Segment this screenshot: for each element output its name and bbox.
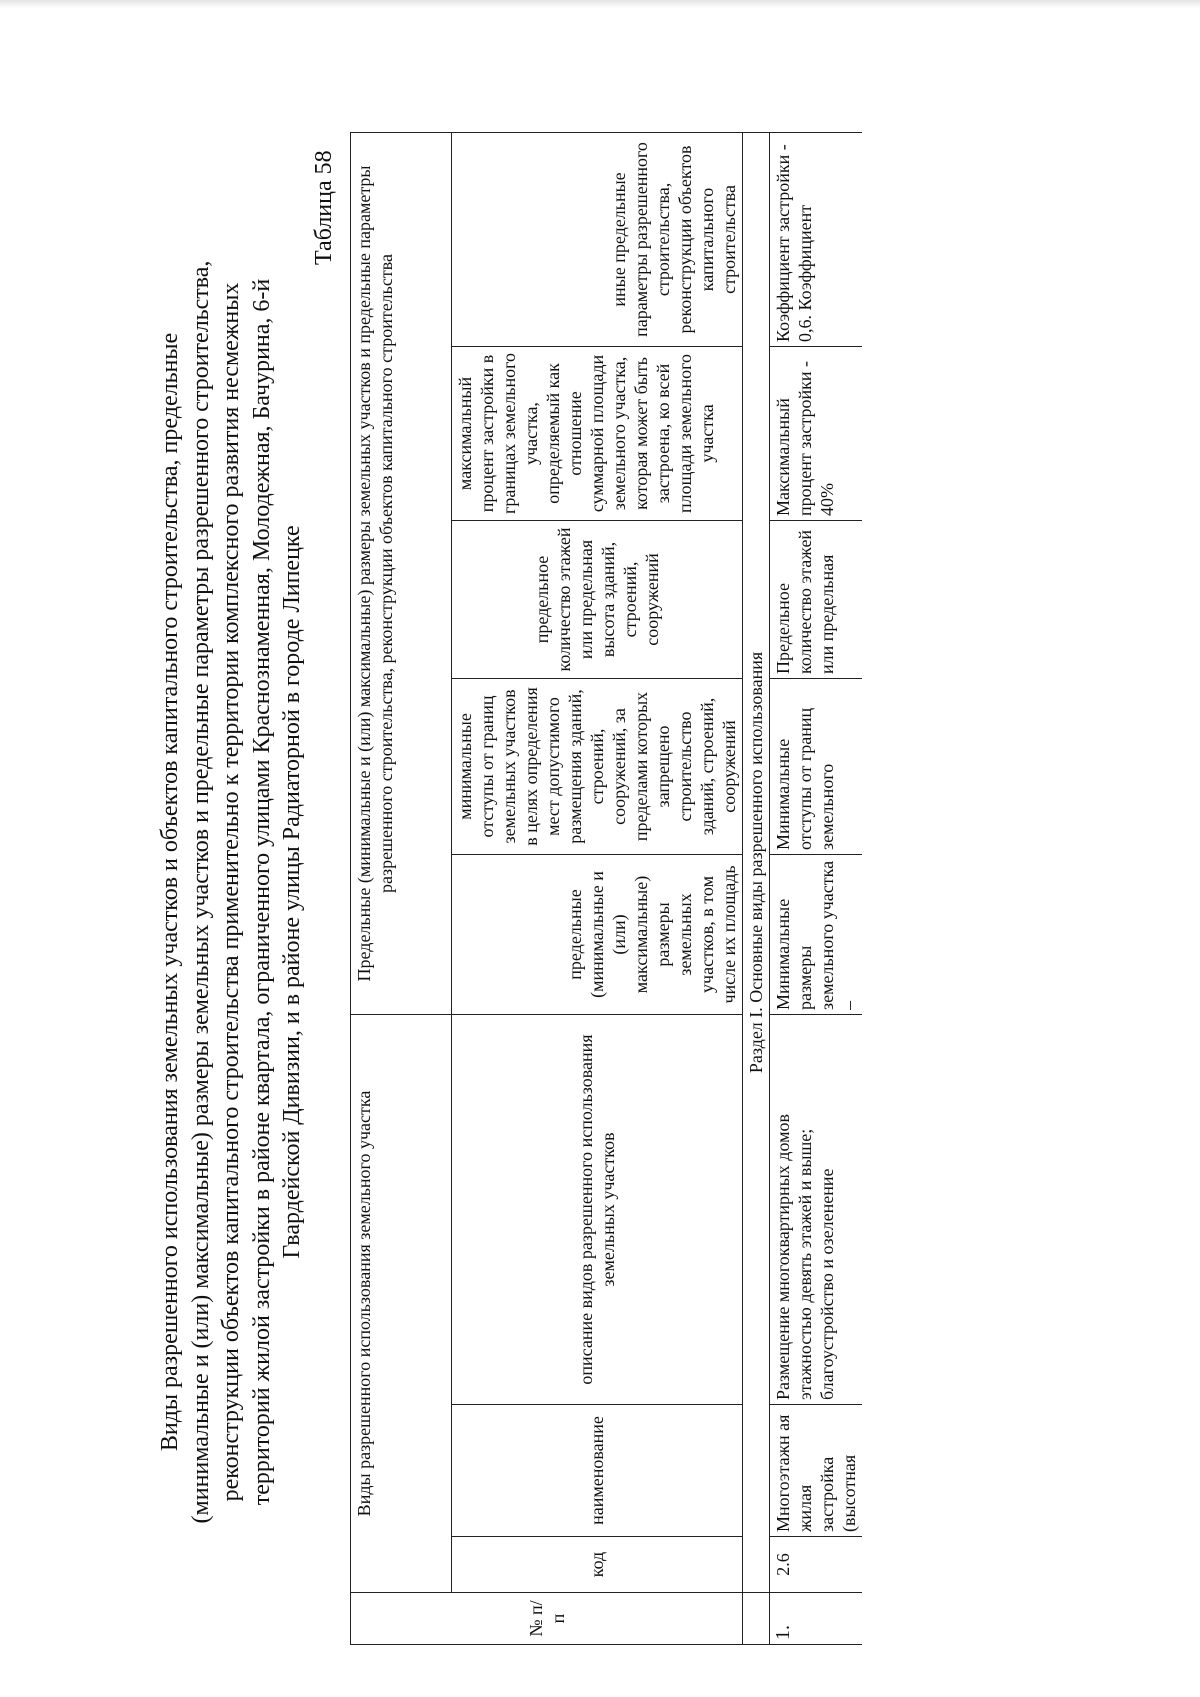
header-group-use: Виды разрешенного использования земельного участка xyxy=(351,1014,452,1592)
zoning-table xyxy=(350,132,862,1645)
section-row xyxy=(743,132,770,1644)
header-name: наименование xyxy=(452,1405,743,1537)
header-description: описание видов разрешенного использования земельных участков xyxy=(452,1014,743,1404)
header-plot-size: предельные (минимальные и (или) максимальные) размеры земельных участков, в том числе их площадь xyxy=(452,854,743,1014)
document-title xyxy=(155,155,308,1629)
header-setbacks: минимальные отступы от границ земельных участков в целях определения мест допустимого размещения зданий, строений, сооружений, за пределами которых запрещено строительство зданий, строений, сооружений xyxy=(452,678,743,854)
header-row-columns xyxy=(452,132,743,1644)
title-line: Гвардейской Дивизии, и в районе улицы Радиаторной в городе Липецке xyxy=(279,525,305,1259)
table-row xyxy=(770,132,863,1644)
cell-other: Коэффициент застройки - 0,6. Коэффициент xyxy=(770,132,863,346)
table-number: Таблица 58 xyxy=(311,150,337,265)
header-code: код xyxy=(452,1537,743,1593)
section-num-cell xyxy=(743,1593,770,1645)
cell-name: Многоэтажн ая жилая застройка (высотная xyxy=(770,1405,863,1537)
cell-setbacks: Минимальные отступы от границ земельного xyxy=(770,678,863,854)
header-coverage: максимальный процент застройки в границах земельного участка, определяемый как отношение суммарной площади земельного участка, которая может быть застроена, ко всей площади земельного участка xyxy=(452,346,743,520)
cell-num: 1. xyxy=(770,1593,863,1645)
cell-description: Размещение многоквартирных домов этажностью девять этажей и выше; благоустройство и озеленение xyxy=(770,1014,863,1404)
scan-edge xyxy=(0,0,1200,8)
header-group-limits: Предельные (минимальные и (или) максимальные) размеры земельных участков и предельные параметры разрешенного строительства, реконструкции объектов капитального строительства xyxy=(351,132,452,1014)
title-line: реконструкции объектов капитального строительства применительно к территории комплексного развития несмежных xyxy=(218,282,244,1502)
title-line: территорий жилой застройки в районе квартала, ограниченного улицами Краснознаменная, Молодежная, Бачурина, 6-й xyxy=(248,278,275,1506)
header-row-group xyxy=(351,132,452,1644)
cell-code: 2.6 xyxy=(770,1537,863,1593)
title-line: (минимальные и (или) максимальные) размеры земельных участков и предельные параметры разрешенного строительства, xyxy=(187,260,214,1524)
header-other: иные предельные параметры разрешенного строительства, реконструкции объектов капитального строительства xyxy=(452,132,743,346)
cell-floors: Предельное количество этажей или предельная xyxy=(770,520,863,678)
document-page xyxy=(0,97,1160,1697)
section-title: Раздел I. Основные виды разрешенного использования xyxy=(743,132,770,1592)
header-num: № п/п xyxy=(351,1593,743,1645)
header-floors: предельное количество этажей или предельная высота зданий, строений, сооружений xyxy=(452,520,743,678)
title-line: Виды разрешенного использования земельных участков и объектов капитального строительства, предельные xyxy=(157,332,183,1452)
cell-coverage: Максимальный процент застройки - 40% xyxy=(770,346,863,520)
cell-plot-size: Минимальные размеры земельного участка – xyxy=(770,854,863,1014)
